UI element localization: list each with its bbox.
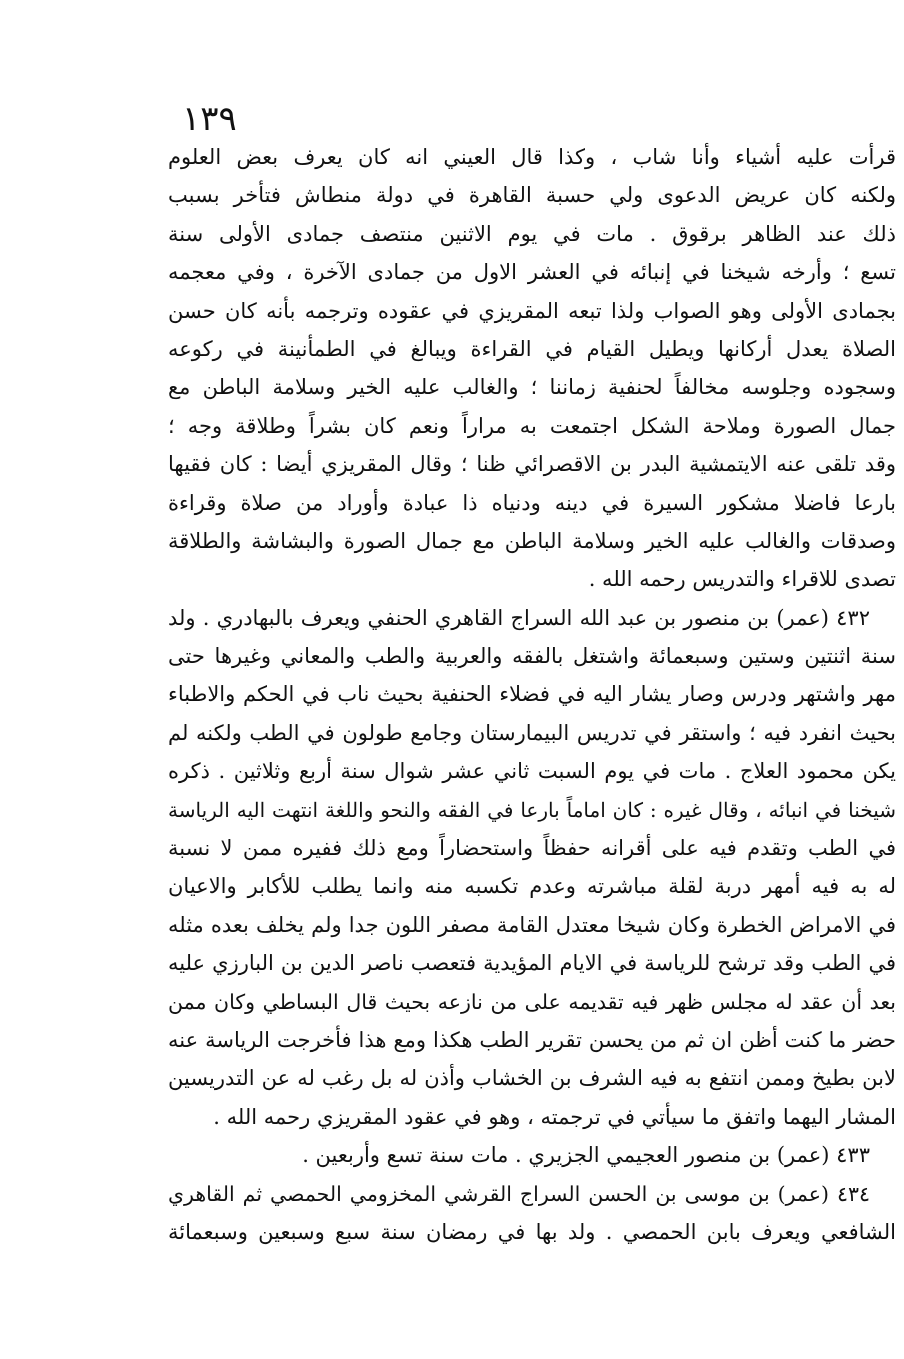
text-line: في الطب وقد ترشح للرياسة في الايام المؤيدية فتعصب ناصر الدين بن البارزي عليه [168, 951, 896, 976]
text-line: حضر ما كنت أظن ان ثم من يحسن تقرير الطب هكذا ومع هذا فأخرجت الرياسة عنه [168, 1027, 896, 1052]
text-line: قرأت عليه أشياء وأنا شاب ، وكذا قال العيني انه كان يعرف بعض العلوم [168, 145, 896, 169]
text-line: بجمادى الأولى وهو الصواب ولذا تبعه المقريزي في عقوده وترجمه بأنه كان حسن [168, 298, 896, 323]
text-line: في الطب وتقدم فيه على أقرانه حفظاً واستحضاراً ومع ذلك ففيره ممن لا نسبة [168, 836, 896, 861]
text-line: وصدقات والغالب عليه الخير وسلامة الباطن مع جمال الصورة والبشاشة والطلاقة [168, 528, 896, 553]
text-line: له به فيه أمهر دربة لقلة مباشرته وعدم تكسبه منه وانما يطلب للأكابر والاعيان [168, 874, 896, 899]
text-line: الشافعي ويعرف بابن الحمصي . ولد بها في رمضان سنة سبع وسبعين وسبعمائة [168, 1219, 896, 1244]
text-line: سنة اثنتين وستين وسبعمائة واشتغل بالفقه والعربية والطب والمعاني وغيرها حتى [168, 644, 896, 669]
text-line: ولكنه كان عريض الدعوى ولي حسبة القاهرة في دولة منطاش فتأخر بسبب [168, 183, 896, 208]
text-line: يكن محمود العلاج . مات في يوم السبت ثاني عشر شوال سنة أربع وثلاثين . ذكره [168, 759, 896, 784]
text-line: تصدى للاقراء والتدريس رحمه الله . [588, 567, 896, 592]
page-number: ١٣٩ [182, 99, 237, 139]
body-text [168, 138, 896, 1251]
text-line: شيخنا في انبائه ، وقال غيره : كان اماماً بارعا في الفقه والنحو واللغة انتهت اليه الرياسة [168, 797, 896, 822]
entry-first-line: ٤٣٤ (عمر) بن موسى بن الحسن السراج القرشي المخزومي الحمصي ثم القاهري [168, 1181, 870, 1206]
text-line: بارعا فاضلا مشكور السيرة في دينه ودنياه ذا عبادة وأوراد من صلاة وقراءة [168, 490, 896, 515]
text-line: في الامراض الخطرة وكان شيخا معتدل القامة مصفر اللون جدا ولم يخلف بعده مثله [168, 912, 896, 937]
entry-first-line: ٤٣٣ (عمر) بن منصور العجيمي الجزيري . مات سنة تسع وأربعين . [302, 1143, 870, 1168]
text-line: الصلاة يعدل أركانها ويطيل القيام في القراءة ويبالغ في الطمأنينة في ركوعه [168, 336, 896, 361]
text-line: وقد تلقى عنه الايتمشية البدر بن الاقصرائي ظنا ؛ وقال المقريزي أيضا : كان فقيها [168, 452, 896, 477]
text-line: جمال الصورة وملاحة الشكل اجتمعت به مراراً ونعم كان بشراً وطلاقة وجه ؛ [168, 413, 896, 438]
text-line: وسجوده وجلوسه مخالفاً لحنفية زماننا ؛ والغالب عليه الخير وسلامة الباطن مع [168, 375, 896, 400]
text-line: لابن بطيخ وممن انتفع به فيه الشرف بن الخشاب وأذن له بل رغب له عن التدريسين [168, 1066, 896, 1091]
text-line: بحيث انفرد فيه ؛ واستقر في تدريس البيمارستان وجامع طولون في الطب ولكنه لم [168, 720, 896, 745]
text-line: المشار اليهما واتفق ما سيأتي في ترجمته ، وهو في عقود المقريزي رحمه الله . [213, 1104, 896, 1129]
entry-first-line: ٤٣٢ (عمر) بن منصور بن عبد الله السراج القاهري الحنفي ويعرف بالبهادري . ولد [168, 605, 870, 630]
text-line: بعد أن عقد له مجلس ظهر فيه تقديمه على من نازعه بحيث قال البساطي وكان ممن [168, 989, 896, 1014]
text-line: ذلك عند الظاهر برقوق . مات في يوم الاثنين منتصف جمادى الأولى سنة [168, 221, 896, 246]
text-line: تسع ؛ وأرخه شيخنا في إنبائه في العشر الاول من جمادى الآخرة ، وفي معجمه [168, 260, 896, 285]
text-line: مهر واشتهر ودرس وصار يشار اليه في فضلاء الحنفية بحيث ناب في الحكم والاطباء [168, 682, 896, 707]
